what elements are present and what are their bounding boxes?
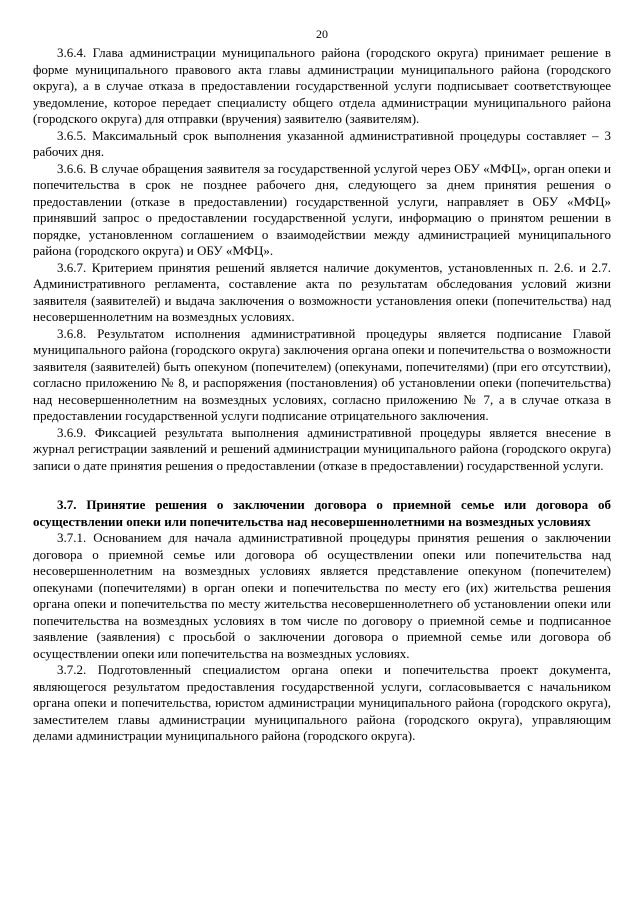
paragraph-3-6-6: 3.6.6. В случае обращения заявителя за государственной услугой через ОБУ «МФЦ», орган опеки и попечительства в срок не позднее рабочего дня, следующего за днем принятия решения о предоставлении (отказе в предоставлении) государственной услуги, направляет в ОБУ «МФЦ» принявший запрос о предоставлении государственной услуги, информацию о принятом решении в порядке, установленном соглашением о взаимодействии между администрацией муниципального района (городского округа) и ОБУ «МФЦ». [33, 160, 611, 258]
paragraph-3-6-9: 3.6.9. Фиксацией результата выполнения административной процедуры является внесение в журнал регистрации заявлений и решений администрации муниципального района (городского округа) записи о дате принятия решения о предоставлении (отказе в предоставлении) государственной услуги. [33, 424, 611, 473]
paragraph-3-6-5: 3.6.5. Максимальный срок выполнения указанной административной процедуры составляет – 3 рабочих дня. [33, 127, 611, 159]
paragraph-3-7-1: 3.7.1. Основанием для начала административной процедуры принятия решения о заключении договора о приемной семье или договора об осуществлении опеки или попечительства над несовершеннолетним на возмездных условиях является представление опекуном (попечителем) опекунами (попечителями) в орган опеки и попечительства по месту его (их) жительства решения органа опеки и попечительства по месту жительства несовершеннолетнего об установлении опеки или попечительства на возмездных условиях в том числе по договору о приемной семье и подписанное заявление (заявления) с просьбой о заключении договора о приемной семье или договора об осуществлении опеки или попечительства на возмездных условиях. [33, 530, 611, 661]
paragraph-3-6-7: 3.6.7. Критерием принятия решений является наличие документов, установленных п. 2.6. и 2.7. Административного регламента, составление акта по результатам обследования условий жизни заявителя (заявителей) и выдача заключения о возможности установления опеки (попечительства) над несовершеннолетним на возмездных условиях. [33, 259, 611, 324]
section-heading-3-7: 3.7. Принятие решения о заключении договора о приемной семье или договора об осуществлении опеки или попечительства над несовершеннолетними на возмездных условиях [33, 497, 611, 529]
paragraph-3-7-2: 3.7.2. Подготовленный специалистом органа опеки и попечительства проект документа, являющегося результатом предоставления государственной услуги, согласовывается с начальником органа опеки и попечительства, юристом администрации муниципального района (городского округа), заместителем главы администрации муниципального района (городского округа), управляющим делами администрации муниципального района (городского округа). [33, 662, 611, 743]
section-spacer [33, 474, 611, 497]
document-page [33, 0, 611, 745]
page-number: 20 [316, 27, 328, 41]
paragraph-3-6-8: 3.6.8. Результатом исполнения административной процедуры является подписание Главой муниципального района (городского округа) заключения органа опеки и попечительства о возможности заявителя (заявителей) быть опекуном (попечителем) (опекунами, попечителями) (при его отсутствии), согласно приложению № 8, и распоряжения (постановления) об установлении опеки (попечительства) над несовершеннолетним на возмездных условиях, согласно приложению № 7, а в случае отказа в предоставлении государственной услуги подписание отрицательного заключения. [33, 325, 611, 423]
paragraph-3-6-4: 3.6.4. Глава администрации муниципального района (городского округа) принимает решение в форме муниципального правового акта главы администрации муниципального района (городского округа), а в случае отказа в предоставлении государственной услуги подписывает соответствующее уведомление, которое передает специалисту общего отдела администрации муниципального района (городского округа) для отправки (вручения) заявителю (заявителям). [33, 45, 611, 126]
